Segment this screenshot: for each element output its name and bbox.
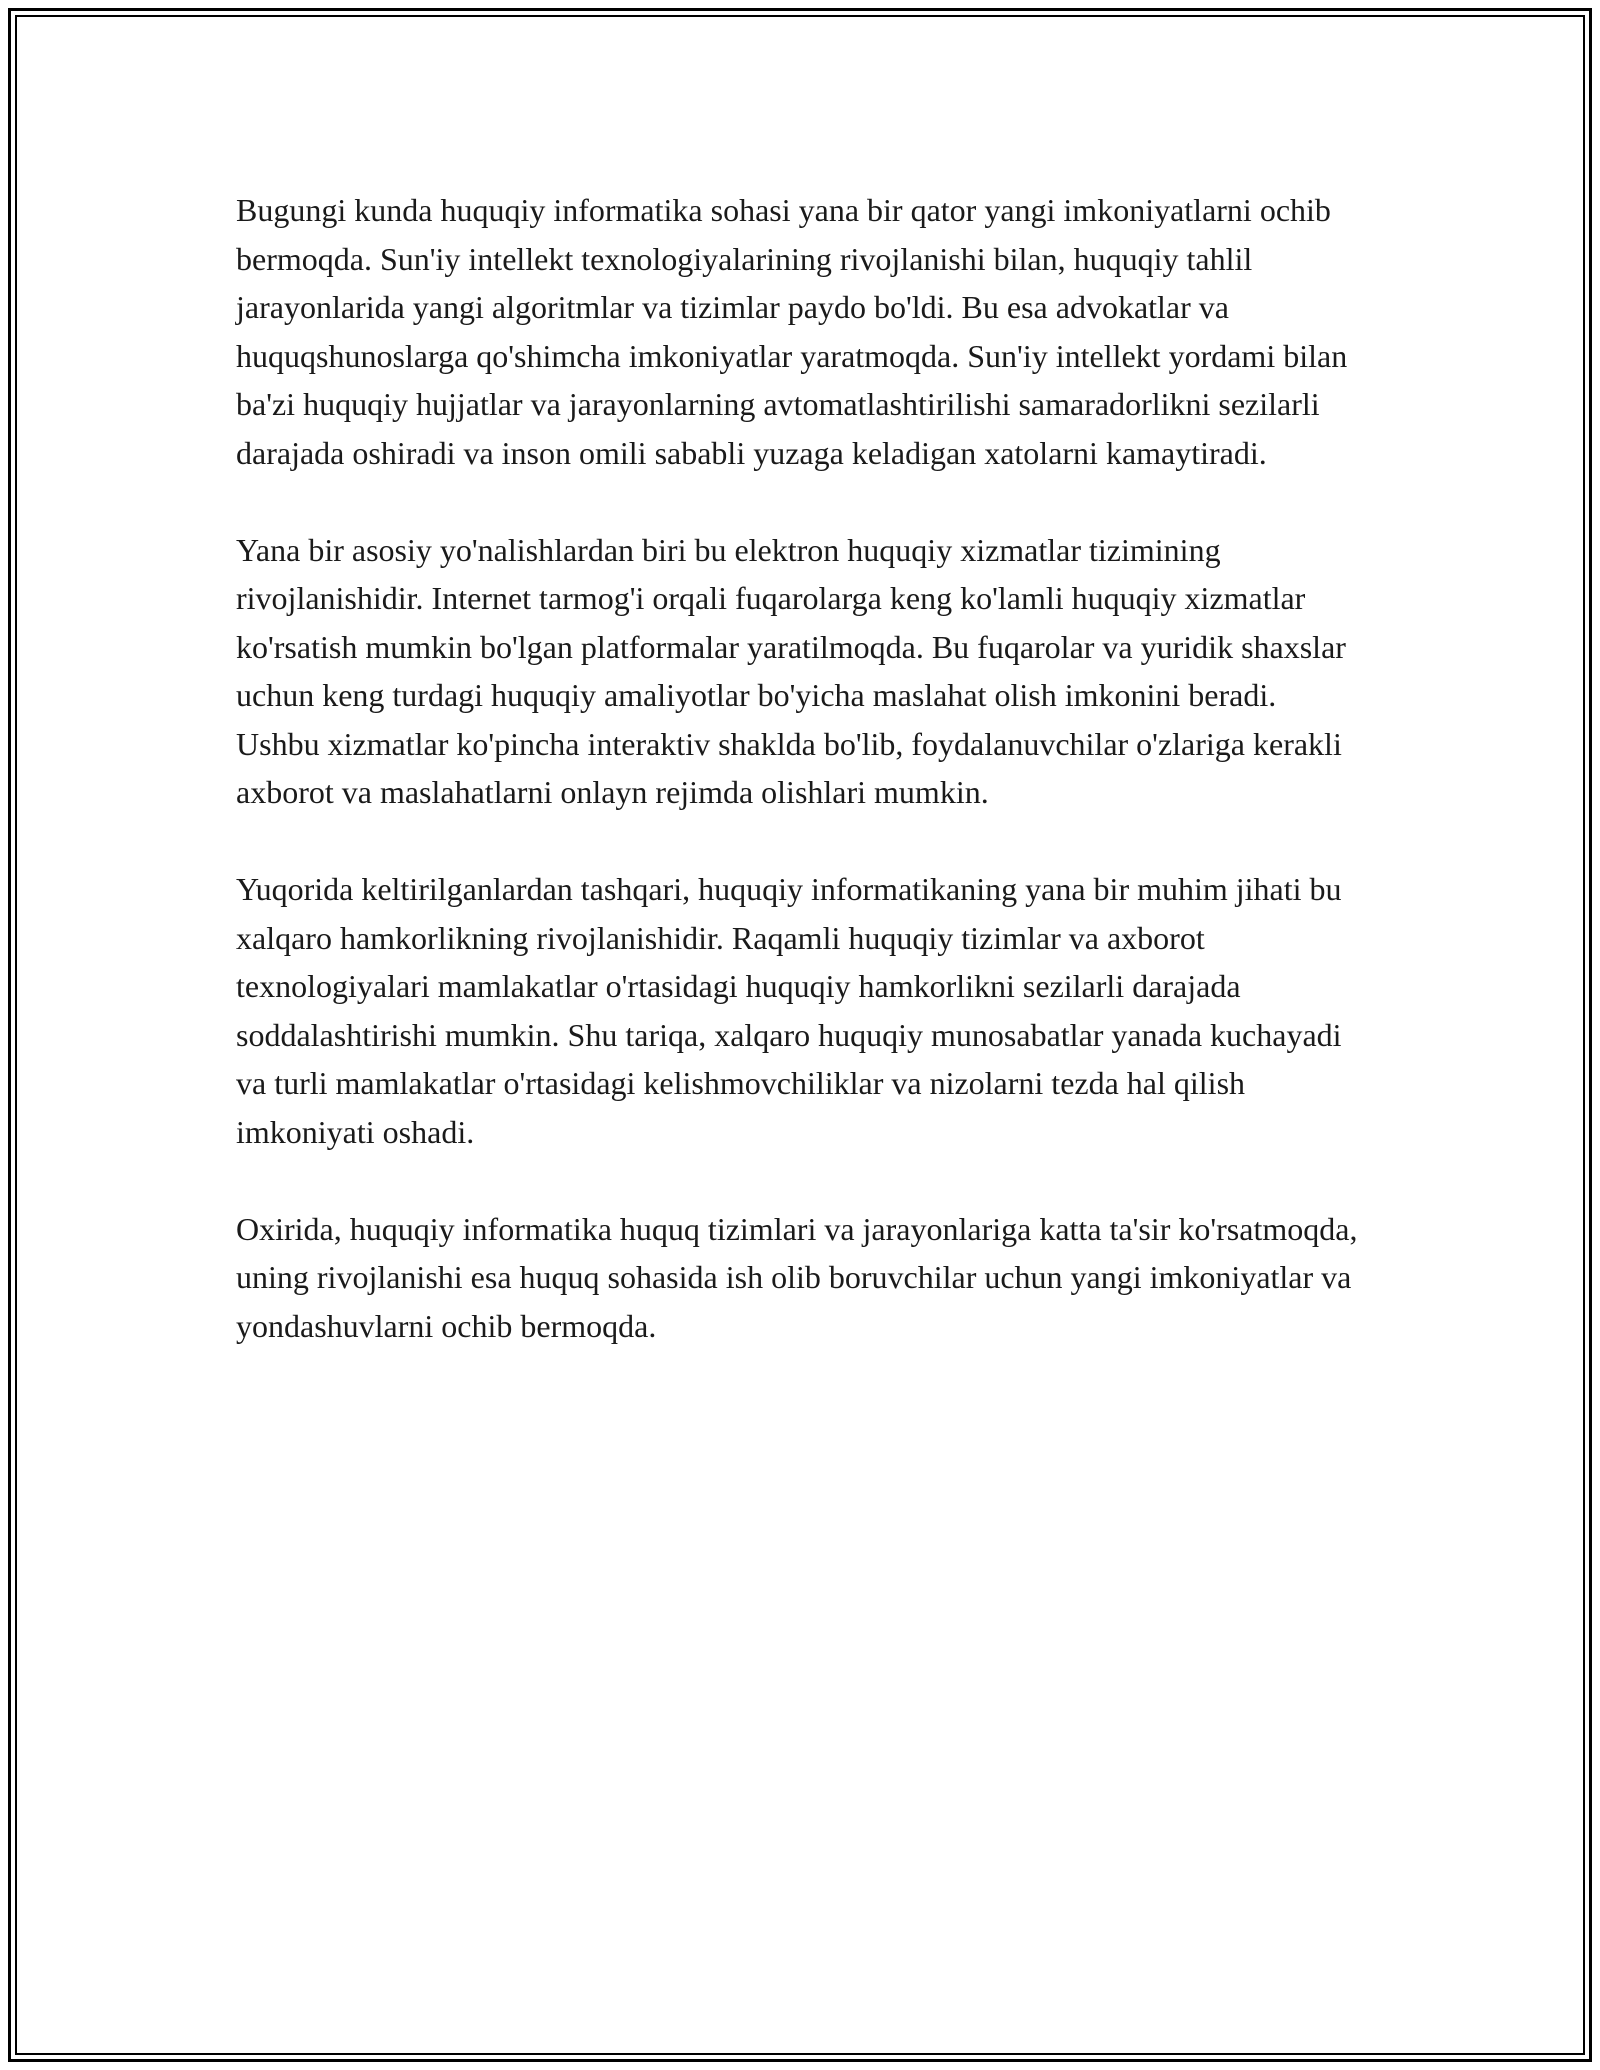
document-body bbox=[236, 186, 1366, 1399]
paragraph-4: Oxirida, huquqiy informatika huquq tizimlari va jarayonlariga katta ta'sir ko'rsatmoqda, uning rivojlanishi esa huquq sohasida ish olib boruvchilar uchun yangi imkoniyatlar va yondashuvlarni ochib bermoqda. bbox=[236, 1210, 1358, 1344]
paragraph-3: Yuqorida keltirilganlardan tashqari, huquqiy informatikaning yana bir muhim jihati bu xalqaro hamkorlikning rivojlanishidir. Raqamli huquqiy tizimlar va axborot texnologiyalari mamlakatlar o'rtasidagi huquqiy hamkorlikni sezilarli darajada soddalashtirishi mumkin. Shu tariqa, xalqaro huquqiy munosabatlar yanada kuchayadi va turli mamlakatlar o'rtasidagi kelishmovchiliklar va nizolarni tezda hal qilish imkoniyati oshadi. bbox=[236, 871, 1342, 1150]
paragraph-2: Yana bir asosiy yo'nalishlardan biri bu elektron huquqiy xizmatlar tizimining rivojlanishidir. Internet tarmog'i orqali fuqarolarga keng ko'lamli huquqiy xizmatlar ko'rsatish mumkin bo'lgan platformalar yaratilmoqda. Bu fuqarolar va yuridik shaxslar uchun keng turdagi huquqiy amaliyotlar bo'yicha maslahat olish imkonini beradi. Ushbu xizmatlar ko'pincha interaktiv shaklda bo'lib, foydalanuvchilar o'zlariga kerakli axborot va maslahatlarni onlayn rejimda olishlari mumkin. bbox=[236, 531, 1346, 810]
paragraph-1: Bugungi kunda huquqiy informatika sohasi yana bir qator yangi imkoniyatlarni ochib bermoqda. Sun'iy intellekt texnologiyalarining rivojlanishi bilan, huquqiy tahlil jarayonlarida yangi algoritmlar va tizimlar paydo bo'ldi. Bu esa advokatlar va huquqshunoslarga qo'shimcha imkoniyatlar yaratmoqda. Sun'iy intellekt yordami bilan ba'zi huquqiy hujjatlar va jarayonlarning avtomatlashtirilishi samaradorlikni sezilarli darajada oshiradi va inson omili sababli yuzaga keladigan xatolarni kamaytiradi. bbox=[236, 192, 1348, 471]
